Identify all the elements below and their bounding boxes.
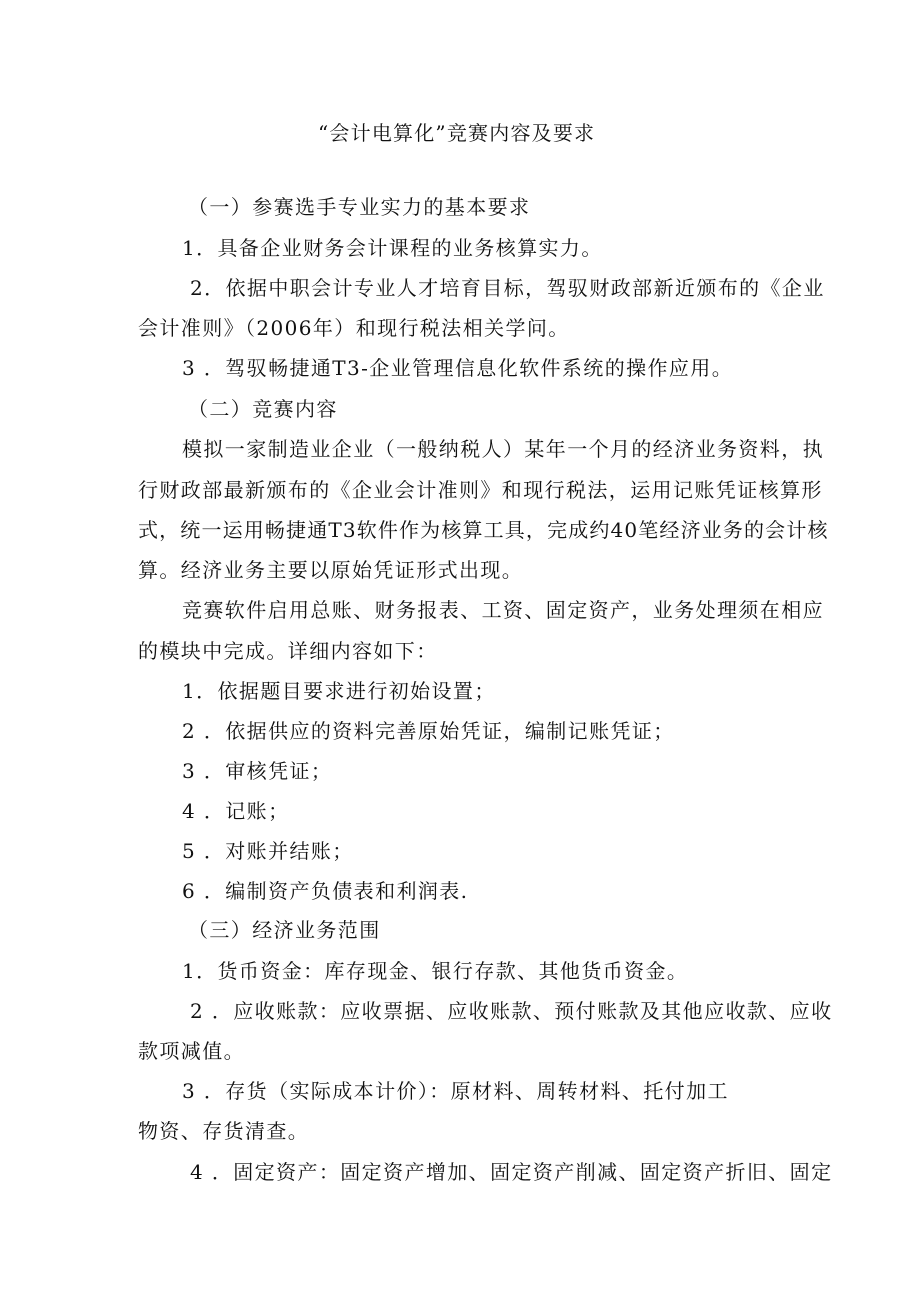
- paragraph-line: 的模块中完成。详细内容如下：: [138, 639, 438, 663]
- paragraph-line: 模拟一家制造业企业（一般纳税人）某年一个月的经济业务资料，执: [182, 437, 824, 461]
- paragraph-line: 算。经济业务主要以原始凭证形式出现。: [138, 558, 524, 582]
- paragraph-line: 1．具备企业财务会计课程的业务核算实力。: [182, 236, 603, 260]
- list-item: 款项减值。: [138, 1039, 245, 1063]
- document-title: “会计电算化”竞赛内容及要求: [318, 121, 596, 145]
- paragraph-line: 2．依据中职会计专业人才培育目标，驾驭财政部新近颁布的《企业: [190, 276, 825, 300]
- list-item: 3 ．存货（实际成本计价）：原材料、周转材料、托付加工: [182, 1079, 729, 1103]
- paragraph-line: 会计准则》（2006年）和现行税法相关学问。: [138, 316, 570, 340]
- list-item: 2 ．应收账款：应收票据、应收账款、预付账款及其他应收款、应收: [190, 999, 833, 1023]
- paragraph-line: 3 ．驾驭畅捷通T3-企业管理信息化软件系统的操作应用。: [182, 356, 734, 380]
- list-item: 4 ．记账；: [182, 799, 290, 823]
- section-heading-3: （三）经济业务范围: [188, 918, 381, 942]
- list-item: 1．货币资金：库存现金、银行存款、其他货币资金。: [182, 959, 689, 983]
- paragraph-line: 竞赛软件启用总账、财务报表、工资、固定资产，业务处理须在相应: [182, 598, 824, 622]
- list-item: 3 ．审核凭证；: [182, 759, 333, 783]
- list-item: 5 ．对账并结账；: [182, 839, 354, 863]
- list-item: 物资、存货清查。: [138, 1119, 310, 1143]
- list-item: 4 ．固定资产：固定资产增加、固定资产削减、固定资产折旧、固定: [190, 1160, 833, 1184]
- paragraph-line: 行财政部最新颁布的《企业会计准则》和现行税法，运用记账凭证核算形: [138, 478, 823, 502]
- section-heading-2: （二）竞赛内容: [188, 397, 338, 421]
- list-item: 2 ．依据供应的资料完善原始凭证，编制记账凭证；: [182, 719, 675, 743]
- paragraph-line: 式，统一运用畅捷通T3软件作为核算工具，完成约40笔经济业务的会计核: [138, 518, 829, 542]
- section-heading-1: （一）参赛选手专业实力的基本要求: [188, 195, 531, 219]
- list-item: 1．依据题目要求进行初始设置；: [182, 679, 496, 703]
- list-item: 6 ．编制资产负债表和利润表.: [182, 879, 469, 903]
